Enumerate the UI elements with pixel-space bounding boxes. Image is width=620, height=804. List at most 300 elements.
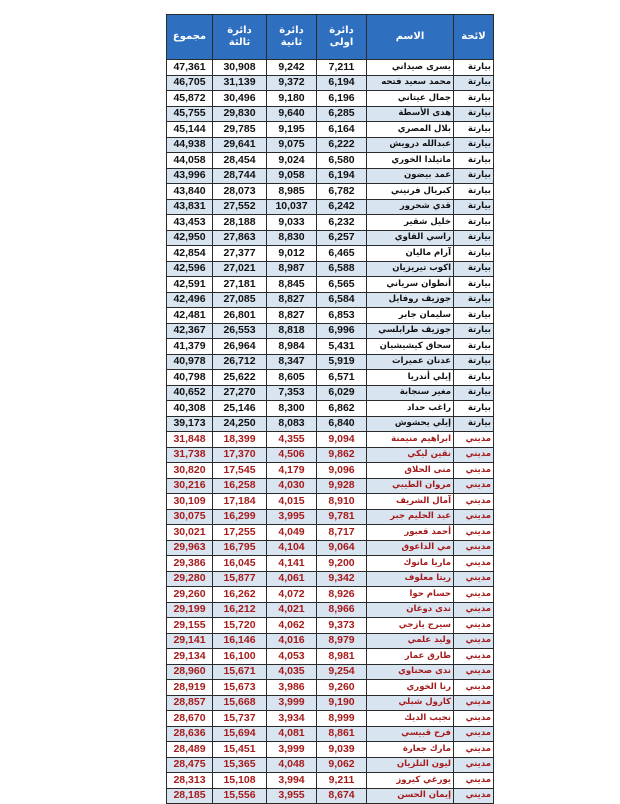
cell-district-2: 4,355 xyxy=(267,432,317,448)
header-district-1: دائرة اولى xyxy=(317,15,367,60)
table-row xyxy=(167,432,494,448)
cell-name: فرح قبيسي xyxy=(367,726,454,742)
cell-district-3: 15,673 xyxy=(213,680,267,696)
cell-list: بيارتة xyxy=(454,246,494,262)
table-row xyxy=(167,137,494,153)
cell-total: 29,260 xyxy=(167,587,213,603)
cell-list: بيارتة xyxy=(454,91,494,107)
table-row xyxy=(167,339,494,355)
cell-name: بلال المصري xyxy=(367,122,454,138)
cell-district-1: 8,717 xyxy=(317,525,367,541)
cell-total: 40,308 xyxy=(167,401,213,417)
cell-district-3: 26,801 xyxy=(213,308,267,324)
cell-list: مديني xyxy=(454,509,494,525)
cell-name: وليد علمي xyxy=(367,633,454,649)
cell-district-3: 16,258 xyxy=(213,478,267,494)
cell-name: راسي القاوي xyxy=(367,230,454,246)
cell-district-2: 4,179 xyxy=(267,463,317,479)
cell-list: مديني xyxy=(454,447,494,463)
cell-district-2: 4,016 xyxy=(267,633,317,649)
cell-district-3: 26,712 xyxy=(213,354,267,370)
header-list: لائحة xyxy=(454,15,494,60)
cell-list: بيارتة xyxy=(454,215,494,231)
cell-district-2: 8,845 xyxy=(267,277,317,293)
cell-total: 31,738 xyxy=(167,447,213,463)
cell-total: 29,386 xyxy=(167,556,213,572)
cell-district-2: 4,062 xyxy=(267,618,317,634)
table-row xyxy=(167,447,494,463)
cell-district-2: 8,985 xyxy=(267,184,317,200)
cell-district-2: 8,347 xyxy=(267,354,317,370)
cell-total: 42,950 xyxy=(167,230,213,246)
table-row xyxy=(167,91,494,107)
cell-district-2: 9,180 xyxy=(267,91,317,107)
cell-name: محمد سعيد فتحه xyxy=(367,75,454,91)
table-row xyxy=(167,757,494,773)
cell-district-3: 29,641 xyxy=(213,137,267,153)
cell-name: ندى صحناوي xyxy=(367,664,454,680)
cell-district-1: 9,342 xyxy=(317,571,367,587)
cell-district-3: 15,451 xyxy=(213,742,267,758)
cell-total: 28,960 xyxy=(167,664,213,680)
cell-district-1: 6,996 xyxy=(317,323,367,339)
cell-total: 30,075 xyxy=(167,509,213,525)
cell-district-1: 9,373 xyxy=(317,618,367,634)
cell-district-2: 4,072 xyxy=(267,587,317,603)
cell-list: بيارتة xyxy=(454,230,494,246)
cell-district-1: 6,164 xyxy=(317,122,367,138)
cell-list: بيارتة xyxy=(454,308,494,324)
cell-district-3: 29,830 xyxy=(213,106,267,122)
cell-name: سليمان جابر xyxy=(367,308,454,324)
table-row xyxy=(167,401,494,417)
cell-district-2: 7,353 xyxy=(267,385,317,401)
cell-district-2: 3,934 xyxy=(267,711,317,727)
cell-district-3: 15,668 xyxy=(213,695,267,711)
table-row xyxy=(167,726,494,742)
cell-district-1: 7,211 xyxy=(317,60,367,76)
cell-name: جوزيف روفايل xyxy=(367,292,454,308)
cell-name: نقين ليكي xyxy=(367,447,454,463)
cell-district-3: 28,744 xyxy=(213,168,267,184)
cell-list: بيارتة xyxy=(454,168,494,184)
cell-list: مديني xyxy=(454,571,494,587)
table-row xyxy=(167,711,494,727)
cell-district-2: 8,827 xyxy=(267,308,317,324)
cell-list: بيارتة xyxy=(454,339,494,355)
table-row xyxy=(167,633,494,649)
cell-district-2: 9,058 xyxy=(267,168,317,184)
cell-list: بيارتة xyxy=(454,106,494,122)
cell-total: 29,963 xyxy=(167,540,213,556)
table-row xyxy=(167,571,494,587)
cell-name: إيلي يحشوش xyxy=(367,416,454,432)
table-row xyxy=(167,540,494,556)
cell-district-2: 4,035 xyxy=(267,664,317,680)
cell-district-2: 3,994 xyxy=(267,773,317,789)
cell-total: 42,367 xyxy=(167,323,213,339)
cell-name: ماريا مانوك xyxy=(367,556,454,572)
cell-list: مديني xyxy=(454,788,494,804)
cell-district-1: 6,029 xyxy=(317,385,367,401)
cell-total: 28,636 xyxy=(167,726,213,742)
cell-district-1: 6,194 xyxy=(317,168,367,184)
cell-district-3: 27,181 xyxy=(213,277,267,293)
cell-district-2: 9,024 xyxy=(267,153,317,169)
cell-district-1: 9,096 xyxy=(317,463,367,479)
table-row xyxy=(167,478,494,494)
cell-district-2: 10,037 xyxy=(267,199,317,215)
table-row xyxy=(167,292,494,308)
cell-list: بيارتة xyxy=(454,385,494,401)
cell-district-3: 15,108 xyxy=(213,773,267,789)
cell-district-3: 30,496 xyxy=(213,91,267,107)
cell-list: بيارتة xyxy=(454,277,494,293)
cell-district-2: 3,986 xyxy=(267,680,317,696)
cell-district-2: 8,984 xyxy=(267,339,317,355)
cell-total: 28,919 xyxy=(167,680,213,696)
cell-district-1: 9,260 xyxy=(317,680,367,696)
cell-district-2: 4,104 xyxy=(267,540,317,556)
cell-total: 40,978 xyxy=(167,354,213,370)
cell-district-3: 15,365 xyxy=(213,757,267,773)
cell-total: 29,199 xyxy=(167,602,213,618)
cell-name: آرام ماليان xyxy=(367,246,454,262)
table-row xyxy=(167,323,494,339)
header-district-2: دائرة ثانية xyxy=(267,15,317,60)
cell-district-3: 17,370 xyxy=(213,447,267,463)
cell-list: مديني xyxy=(454,742,494,758)
cell-list: بيارتة xyxy=(454,416,494,432)
cell-list: مديني xyxy=(454,618,494,634)
cell-district-1: 6,257 xyxy=(317,230,367,246)
table-row xyxy=(167,494,494,510)
cell-list: مديني xyxy=(454,695,494,711)
cell-total: 30,216 xyxy=(167,478,213,494)
cell-list: مديني xyxy=(454,494,494,510)
cell-list: بيارتة xyxy=(454,122,494,138)
cell-district-1: 6,862 xyxy=(317,401,367,417)
cell-total: 43,840 xyxy=(167,184,213,200)
cell-district-1: 6,588 xyxy=(317,261,367,277)
cell-total: 30,021 xyxy=(167,525,213,541)
cell-name: رنا الخوري xyxy=(367,680,454,696)
cell-total: 42,854 xyxy=(167,246,213,262)
cell-district-1: 6,242 xyxy=(317,199,367,215)
cell-list: مديني xyxy=(454,633,494,649)
cell-district-1: 6,571 xyxy=(317,370,367,386)
cell-district-2: 8,827 xyxy=(267,292,317,308)
cell-district-3: 24,250 xyxy=(213,416,267,432)
cell-name: عبد الحليم جبر xyxy=(367,509,454,525)
cell-total: 28,475 xyxy=(167,757,213,773)
cell-district-3: 15,877 xyxy=(213,571,267,587)
cell-district-3: 25,622 xyxy=(213,370,267,386)
table-row xyxy=(167,60,494,76)
cell-district-2: 9,012 xyxy=(267,246,317,262)
cell-district-3: 25,146 xyxy=(213,401,267,417)
cell-district-2: 3,955 xyxy=(267,788,317,804)
cell-name: جمال عيتاني xyxy=(367,91,454,107)
cell-name: آمال الشريف xyxy=(367,494,454,510)
cell-district-1: 8,966 xyxy=(317,602,367,618)
cell-district-3: 27,021 xyxy=(213,261,267,277)
table-row xyxy=(167,122,494,138)
table-row xyxy=(167,556,494,572)
cell-district-2: 4,049 xyxy=(267,525,317,541)
cell-total: 46,705 xyxy=(167,75,213,91)
cell-list: مديني xyxy=(454,432,494,448)
table-row xyxy=(167,618,494,634)
cell-list: مديني xyxy=(454,602,494,618)
cell-district-2: 8,605 xyxy=(267,370,317,386)
cell-list: مديني xyxy=(454,757,494,773)
cell-district-3: 29,785 xyxy=(213,122,267,138)
cell-name: هدى الأسطة xyxy=(367,106,454,122)
table-row xyxy=(167,463,494,479)
cell-district-3: 28,188 xyxy=(213,215,267,231)
cell-district-3: 27,552 xyxy=(213,199,267,215)
cell-district-1: 8,674 xyxy=(317,788,367,804)
cell-district-2: 9,033 xyxy=(267,215,317,231)
cell-name: ريتا معلوف xyxy=(367,571,454,587)
table-row xyxy=(167,261,494,277)
cell-list: بيارتة xyxy=(454,75,494,91)
table-row xyxy=(167,773,494,789)
cell-name: مغير سنجابة xyxy=(367,385,454,401)
cell-district-1: 9,781 xyxy=(317,509,367,525)
table-row xyxy=(167,354,494,370)
cell-district-1: 6,840 xyxy=(317,416,367,432)
cell-name: منى الحلاق xyxy=(367,463,454,479)
cell-district-3: 15,671 xyxy=(213,664,267,680)
cell-name: سحاق كيشيشيان xyxy=(367,339,454,355)
cell-district-1: 6,232 xyxy=(317,215,367,231)
cell-name: كارول شبلي xyxy=(367,695,454,711)
cell-total: 42,591 xyxy=(167,277,213,293)
table-row xyxy=(167,587,494,603)
cell-district-1: 9,039 xyxy=(317,742,367,758)
table-row xyxy=(167,370,494,386)
cell-district-2: 9,195 xyxy=(267,122,317,138)
cell-district-1: 6,222 xyxy=(317,137,367,153)
cell-total: 28,857 xyxy=(167,695,213,711)
cell-district-2: 8,830 xyxy=(267,230,317,246)
cell-list: مديني xyxy=(454,525,494,541)
cell-total: 29,280 xyxy=(167,571,213,587)
cell-district-1: 9,862 xyxy=(317,447,367,463)
cell-name: ليون التلزيان xyxy=(367,757,454,773)
cell-district-2: 9,640 xyxy=(267,106,317,122)
cell-district-1: 9,064 xyxy=(317,540,367,556)
cell-district-3: 16,146 xyxy=(213,633,267,649)
cell-total: 45,755 xyxy=(167,106,213,122)
cell-district-1: 9,200 xyxy=(317,556,367,572)
cell-list: بيارتة xyxy=(454,261,494,277)
cell-total: 40,652 xyxy=(167,385,213,401)
cell-district-1: 8,979 xyxy=(317,633,367,649)
cell-total: 40,798 xyxy=(167,370,213,386)
cell-list: بيارتة xyxy=(454,354,494,370)
table-row xyxy=(167,680,494,696)
cell-name: عبدالله درويش xyxy=(367,137,454,153)
cell-district-2: 4,048 xyxy=(267,757,317,773)
cell-total: 42,596 xyxy=(167,261,213,277)
cell-list: مديني xyxy=(454,540,494,556)
cell-district-3: 31,139 xyxy=(213,75,267,91)
table-row xyxy=(167,695,494,711)
cell-total: 30,820 xyxy=(167,463,213,479)
cell-district-2: 4,053 xyxy=(267,649,317,665)
cell-list: بيارتة xyxy=(454,292,494,308)
cell-name: ابراهيم منيمنة xyxy=(367,432,454,448)
cell-total: 29,155 xyxy=(167,618,213,634)
table-row xyxy=(167,168,494,184)
cell-district-3: 28,454 xyxy=(213,153,267,169)
cell-district-1: 6,584 xyxy=(317,292,367,308)
cell-district-1: 6,853 xyxy=(317,308,367,324)
cell-district-3: 28,073 xyxy=(213,184,267,200)
table-row xyxy=(167,153,494,169)
cell-name: جوزيف طرابلسي xyxy=(367,323,454,339)
table-row xyxy=(167,509,494,525)
cell-list: مديني xyxy=(454,478,494,494)
cell-name: سيرج يازجي xyxy=(367,618,454,634)
table-row xyxy=(167,385,494,401)
cell-name: راغب حداد xyxy=(367,401,454,417)
cell-district-1: 5,919 xyxy=(317,354,367,370)
cell-district-1: 6,782 xyxy=(317,184,367,200)
cell-district-3: 16,100 xyxy=(213,649,267,665)
cell-district-2: 8,083 xyxy=(267,416,317,432)
cell-total: 41,379 xyxy=(167,339,213,355)
cell-name: مي الداعوق xyxy=(367,540,454,556)
cell-district-3: 16,299 xyxy=(213,509,267,525)
cell-district-1: 6,285 xyxy=(317,106,367,122)
cell-district-1: 9,254 xyxy=(317,664,367,680)
cell-total: 44,058 xyxy=(167,153,213,169)
cell-name: أنطوان سرياني xyxy=(367,277,454,293)
cell-district-3: 17,184 xyxy=(213,494,267,510)
cell-total: 28,185 xyxy=(167,788,213,804)
cell-list: بيارتة xyxy=(454,184,494,200)
cell-total: 45,872 xyxy=(167,91,213,107)
cell-district-3: 16,212 xyxy=(213,602,267,618)
cell-list: مديني xyxy=(454,711,494,727)
cell-district-2: 3,995 xyxy=(267,509,317,525)
table-row xyxy=(167,525,494,541)
cell-total: 47,361 xyxy=(167,60,213,76)
cell-district-3: 27,863 xyxy=(213,230,267,246)
table-row xyxy=(167,416,494,432)
cell-list: بيارتة xyxy=(454,370,494,386)
cell-total: 39,173 xyxy=(167,416,213,432)
cell-district-2: 8,987 xyxy=(267,261,317,277)
header-district-3: دائرة ثالثة xyxy=(213,15,267,60)
cell-district-2: 3,999 xyxy=(267,695,317,711)
cell-district-1: 9,211 xyxy=(317,773,367,789)
table-row xyxy=(167,199,494,215)
cell-district-1: 8,861 xyxy=(317,726,367,742)
cell-total: 45,144 xyxy=(167,122,213,138)
cell-name: حسام حوا xyxy=(367,587,454,603)
header-row xyxy=(167,15,494,60)
cell-district-2: 8,300 xyxy=(267,401,317,417)
cell-total: 42,481 xyxy=(167,308,213,324)
cell-name: مارك جعارة xyxy=(367,742,454,758)
cell-list: مديني xyxy=(454,587,494,603)
cell-name: عدنان عميرات xyxy=(367,354,454,370)
cell-district-3: 27,085 xyxy=(213,292,267,308)
cell-district-3: 26,964 xyxy=(213,339,267,355)
cell-district-1: 9,190 xyxy=(317,695,367,711)
cell-list: مديني xyxy=(454,664,494,680)
cell-total: 31,848 xyxy=(167,432,213,448)
table-row xyxy=(167,602,494,618)
cell-district-3: 16,045 xyxy=(213,556,267,572)
cell-list: بيارتة xyxy=(454,60,494,76)
cell-district-1: 6,565 xyxy=(317,277,367,293)
cell-district-3: 15,720 xyxy=(213,618,267,634)
cell-district-2: 9,242 xyxy=(267,60,317,76)
cell-name: يسرى صيداني xyxy=(367,60,454,76)
table-row xyxy=(167,277,494,293)
table-row xyxy=(167,106,494,122)
cell-name: يورغي كيروز xyxy=(367,773,454,789)
table-row xyxy=(167,75,494,91)
cell-district-2: 4,021 xyxy=(267,602,317,618)
cell-name: طارق عمار xyxy=(367,649,454,665)
cell-district-1: 6,196 xyxy=(317,91,367,107)
cell-district-3: 15,737 xyxy=(213,711,267,727)
cell-total: 42,496 xyxy=(167,292,213,308)
table-row xyxy=(167,215,494,231)
cell-total: 28,489 xyxy=(167,742,213,758)
cell-list: مديني xyxy=(454,463,494,479)
cell-name: نجيب الديك xyxy=(367,711,454,727)
table-row xyxy=(167,742,494,758)
cell-name: مروان الطيبي xyxy=(367,478,454,494)
table-row xyxy=(167,664,494,680)
table-row xyxy=(167,230,494,246)
cell-list: مديني xyxy=(454,556,494,572)
cell-list: بيارتة xyxy=(454,401,494,417)
header-name: الاسم xyxy=(367,15,454,60)
cell-district-3: 17,255 xyxy=(213,525,267,541)
cell-district-3: 16,795 xyxy=(213,540,267,556)
cell-district-1: 8,926 xyxy=(317,587,367,603)
cell-district-1: 8,999 xyxy=(317,711,367,727)
cell-name: ندى دوغان xyxy=(367,602,454,618)
cell-list: مديني xyxy=(454,680,494,696)
cell-name: ماتيلدا الخوري xyxy=(367,153,454,169)
cell-list: بيارتة xyxy=(454,137,494,153)
cell-district-3: 27,377 xyxy=(213,246,267,262)
cell-district-2: 8,818 xyxy=(267,323,317,339)
cell-list: بيارتة xyxy=(454,153,494,169)
cell-district-1: 6,465 xyxy=(317,246,367,262)
table-row xyxy=(167,649,494,665)
cell-district-3: 15,556 xyxy=(213,788,267,804)
cell-district-2: 4,061 xyxy=(267,571,317,587)
cell-list: بيارتة xyxy=(454,199,494,215)
cell-district-2: 9,075 xyxy=(267,137,317,153)
results-table xyxy=(166,14,494,804)
cell-total: 43,453 xyxy=(167,215,213,231)
table-body xyxy=(167,60,494,804)
cell-total: 43,831 xyxy=(167,199,213,215)
cell-total: 29,134 xyxy=(167,649,213,665)
